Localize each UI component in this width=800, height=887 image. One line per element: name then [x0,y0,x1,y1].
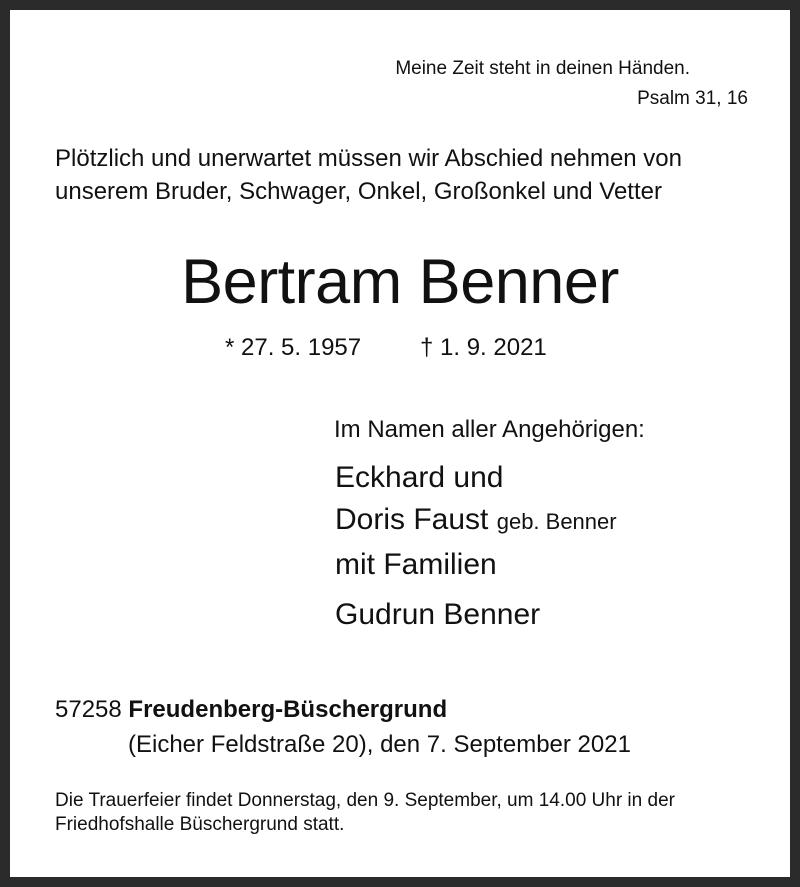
postcode: 57258 [55,696,122,723]
relative-line-4: Gudrun Benner [335,598,541,631]
obituary-notice [10,10,790,877]
motto-quote: Meine Zeit steht in deinen Händen. [395,58,690,79]
motto-source: Psalm 31, 16 [637,88,748,109]
birth-date: * 27. 5. 1957 [225,334,362,361]
maiden-name: geb. Benner [496,509,617,534]
relative-line-2 [335,503,617,537]
relative-line-3: mit Familien [335,548,497,581]
on-behalf-label: Im Namen aller Angehörigen: [334,416,645,443]
relative-line-1: Eckhard und [335,461,504,494]
relative-name: Doris Faust [335,503,489,536]
death-date: † 1. 9. 2021 [420,334,547,361]
deceased-name: Bertram Benner [181,247,619,317]
address-line-1 [55,696,447,724]
service-notice: Die Trauerfeier findet Donnerstag, den 9. September, um 14.00 Uhr in der Friedhofshalle Büschergrund statt. [55,790,675,835]
town: Freudenberg-Büschergrund [128,696,448,723]
address-line-2: (Eicher Feldstraße 20), den 7. September 2021 [128,731,631,758]
intro-text: Plötzlich und unerwartet müssen wir Abschied nehmen von unserem Bruder, Schwager, Onkel, Großonkel und Vetter [55,145,682,205]
